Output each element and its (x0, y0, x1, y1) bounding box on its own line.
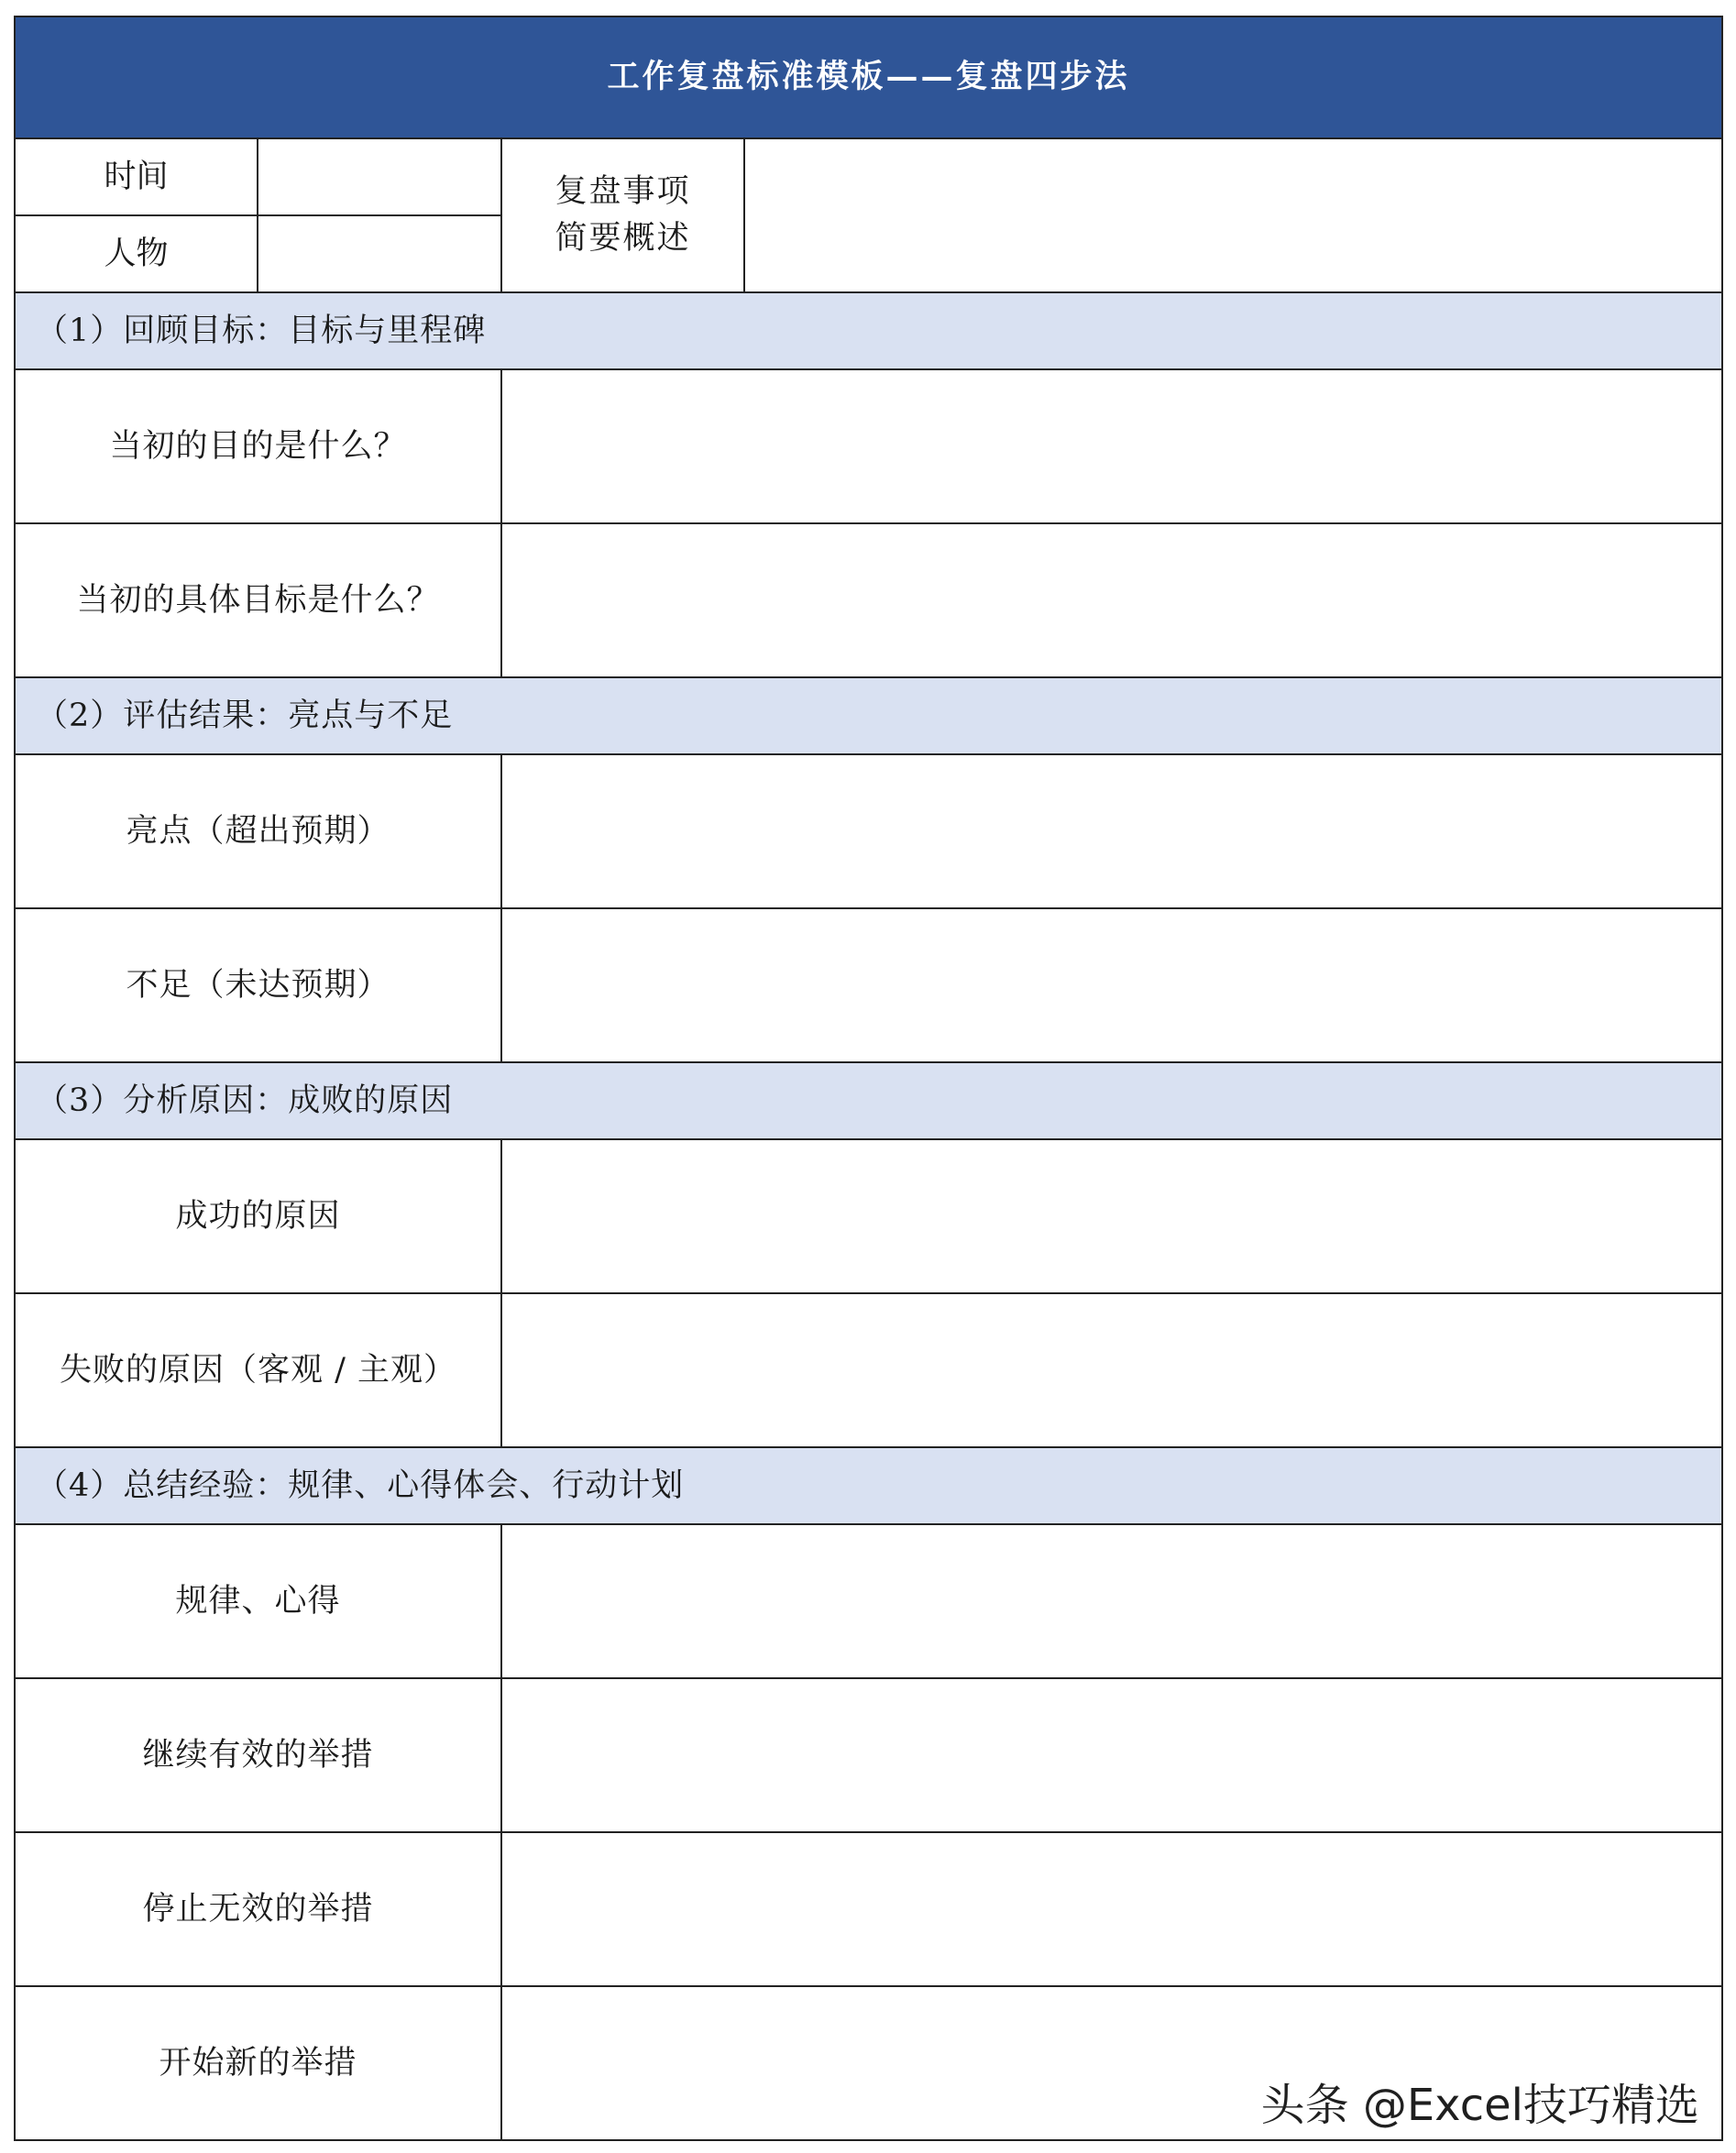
review-template-table (14, 16, 1723, 2141)
question-label: 不足（未达预期） (15, 908, 501, 1062)
answer-field[interactable] (501, 1524, 1722, 1678)
question-label: 开始新的举措 (15, 1986, 501, 2140)
section-heading-1: （1）回顾目标：目标与里程碑 (15, 292, 1722, 369)
answer-field[interactable] (501, 523, 1722, 677)
answer-field[interactable] (501, 1678, 1722, 1832)
section-heading-2: （2）评估结果：亮点与不足 (15, 677, 1722, 754)
question-label: 继续有效的举措 (15, 1678, 501, 1832)
question-label: 当初的具体目标是什么？ (15, 523, 501, 677)
question-label: 亮点（超出预期） (15, 754, 501, 908)
question-label: 成功的原因 (15, 1139, 501, 1293)
answer-field[interactable] (501, 908, 1722, 1062)
summary-label-line1: 复盘事项 (555, 173, 691, 211)
question-label: 规律、心得 (15, 1524, 501, 1678)
summary-label (501, 138, 744, 292)
person-label: 人物 (15, 215, 258, 292)
answer-field[interactable] (501, 369, 1722, 523)
page-title: 工作复盘标准模板——复盘四步法 (15, 16, 1722, 138)
question-label: 失败的原因（客观 / 主观） (15, 1293, 501, 1447)
answer-field[interactable] (501, 754, 1722, 908)
person-field[interactable] (258, 215, 501, 292)
answer-field[interactable] (501, 1293, 1722, 1447)
question-label: 停止无效的举措 (15, 1832, 501, 1986)
summary-label-line2: 简要概述 (555, 220, 691, 257)
time-field[interactable] (258, 138, 501, 215)
answer-field[interactable] (501, 1139, 1722, 1293)
section-heading-4: （4）总结经验：规律、心得体会、行动计划 (15, 1447, 1722, 1524)
answer-field[interactable] (501, 1832, 1722, 1986)
summary-field[interactable] (744, 138, 1722, 292)
section-heading-3: （3）分析原因：成败的原因 (15, 1062, 1722, 1139)
time-label: 时间 (15, 138, 258, 215)
question-label: 当初的目的是什么？ (15, 369, 501, 523)
watermark: 头条 @Excel技巧精选 (1260, 2080, 1699, 2131)
